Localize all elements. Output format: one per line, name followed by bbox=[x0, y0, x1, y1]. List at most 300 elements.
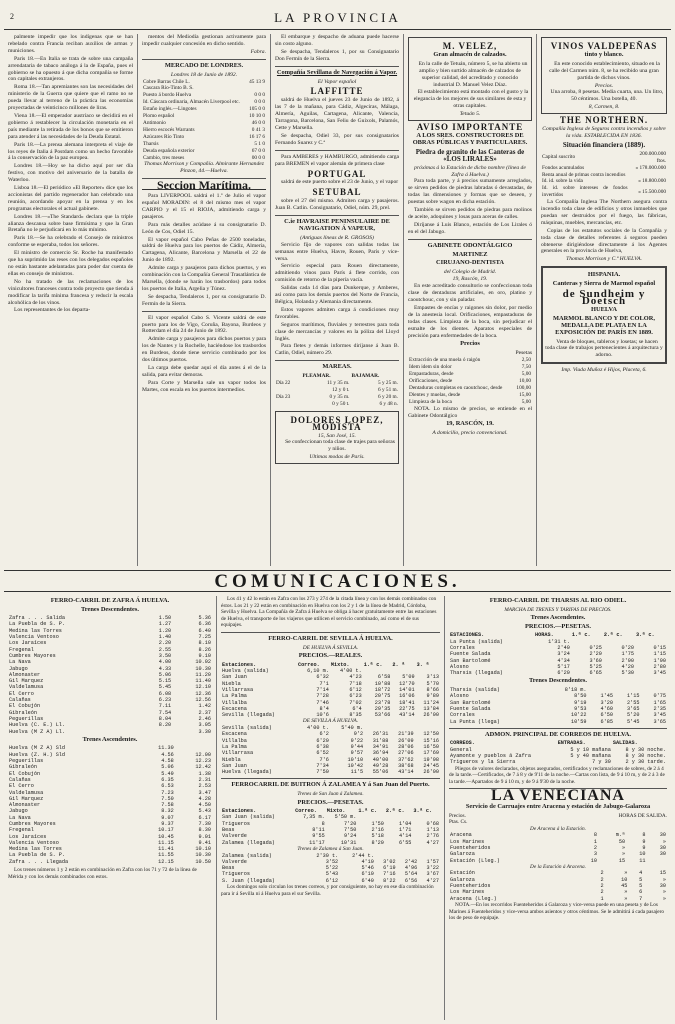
table-cell: Huelva (Z. H.) Sld bbox=[9, 751, 66, 758]
veneciana-sub2: Ptas. Cs. bbox=[449, 819, 468, 826]
header-cell: 3.ª c. bbox=[413, 808, 433, 815]
table-cell: 40'00 bbox=[372, 756, 389, 763]
gabinete-name: MARTINEZ bbox=[452, 250, 488, 258]
table-cell: Valverde bbox=[222, 858, 247, 865]
table-cell: San Bartolomé bbox=[450, 657, 491, 664]
table-cell: 8.32 bbox=[161, 808, 174, 815]
table-cell: 10 bbox=[621, 876, 628, 883]
bottom-section bbox=[4, 596, 671, 1020]
asc-title: Trenes Ascendentes. bbox=[82, 735, 138, 743]
divider bbox=[142, 59, 266, 60]
paragraph: Para Corte y Marsella sale un vapor todos los Martes, con escala en los puertos intermedios. bbox=[142, 379, 266, 393]
table-cell: 46 0 0 bbox=[251, 119, 265, 126]
table-cell: Gil Marquez bbox=[9, 678, 44, 685]
table-cell: 11.20 bbox=[195, 671, 211, 678]
vinos-ad bbox=[541, 37, 667, 114]
table-row bbox=[408, 392, 532, 399]
table-cell: 4.00 bbox=[158, 659, 172, 666]
paragraph: También se sirven pedidos de piedras para molinos de aceite, adoquines y losas para aceras de calles. bbox=[408, 207, 532, 220]
table-row bbox=[541, 185, 667, 199]
top-section bbox=[4, 34, 671, 566]
divider bbox=[221, 632, 440, 633]
precios-table bbox=[408, 357, 532, 405]
table-cell: Id. id. sobre intereses de fondos invertidos bbox=[542, 185, 628, 199]
table-cell: Zalamea (salida) bbox=[222, 852, 272, 859]
table-cell: 1'50 bbox=[371, 820, 384, 827]
table-cell: 1 bbox=[593, 838, 597, 845]
table-cell: 3'60 bbox=[589, 657, 602, 664]
ads-column-4 bbox=[403, 34, 536, 566]
table-cell: 8'11 bbox=[312, 827, 325, 834]
table-cell: 4'34 bbox=[557, 657, 570, 664]
buitron-note: Los domingos solo circulan los trenes correos, y por consiguiente, no hay en ese día combinación para ir á Sevilla ni á Huelva para el sur Sevilla. bbox=[221, 884, 434, 897]
paragraph: Se despacha, Tendaleros 1, por su Consignatario Don Fermín de la Sierra. bbox=[275, 48, 399, 62]
table-cell: Niebla bbox=[222, 756, 241, 763]
asc-title: Trenes Ascendentes. bbox=[530, 614, 586, 622]
table-cell: Medina las Torres bbox=[9, 627, 62, 634]
paragraph: Londres 18.—«The Standard» declara que la triple alianza descansa sobre base firmísima y que la Gran Bretaña no le perjudicará en lo más mínimo. bbox=[8, 213, 133, 234]
table-cell: 1 bbox=[600, 895, 604, 902]
header-cell: BAJAMAR. bbox=[351, 373, 380, 380]
table-cell: La Palma bbox=[222, 743, 247, 750]
marmol: MARMOL BLANCO Y DE COLOR, MEDALLA DE PLATA EN LA EXPOSICIÓN DE PARÍS EN 1889. bbox=[553, 314, 655, 336]
table-cell: 1.38 bbox=[198, 770, 211, 777]
table-cell: 3'45 bbox=[653, 670, 666, 677]
table-cell: 6 y 20 m. bbox=[377, 393, 398, 400]
table-cell: 3'45 bbox=[653, 712, 666, 719]
table-cell: 31'88 bbox=[372, 737, 389, 744]
table-cell: Gil Marquez bbox=[9, 795, 44, 802]
table-row bbox=[142, 85, 266, 92]
table-cell: 19'98 bbox=[423, 756, 439, 763]
table-cell: Renta anual de primas contra incendios bbox=[542, 171, 626, 178]
table-cell: 5'22 bbox=[325, 865, 339, 872]
table-cell: 2'30 t. bbox=[316, 852, 339, 859]
table-cell: Beas bbox=[222, 827, 235, 834]
vinos-precios: Precios. bbox=[594, 82, 614, 89]
table-cell: 2 bbox=[600, 883, 604, 890]
table-cell: 49'28 bbox=[372, 762, 389, 769]
paragraph: No ha tratado de las reclamaciones de los vinicultores franceses contra todo proyecto que tienda á modificar la tarifa mínima francesa y reducir la escala alcohólica de los vinos. bbox=[8, 278, 133, 306]
newspaper-page bbox=[4, 4, 671, 1020]
dolores-title: DOLORES LOPEZ, MODISTA bbox=[290, 414, 384, 432]
paragraph: NOTA. Lo mismo de precios, se entiende en el Gabinete Odontálgico bbox=[408, 405, 532, 419]
velez-ad bbox=[408, 37, 532, 121]
table-cell: 0'25 bbox=[589, 644, 602, 651]
gabinete-college: del Colegio de Madrid. bbox=[443, 269, 497, 276]
table-cell: Valverde bbox=[222, 833, 247, 840]
vinos-address: 8, Carmen, 8. bbox=[588, 104, 620, 111]
table-cell: La Punta (salida) bbox=[450, 638, 503, 645]
table-cell: 0'15 bbox=[653, 644, 666, 651]
news-column-2 bbox=[137, 34, 270, 566]
table-cell: » bbox=[662, 838, 666, 845]
table-cell: Día 23 bbox=[276, 393, 291, 400]
havraise-list bbox=[275, 242, 399, 358]
table-cell: Huelva (C. E.) Ll. bbox=[9, 722, 66, 729]
table-cell: 10'22 bbox=[570, 712, 587, 719]
table-cell: Capital suscrito bbox=[542, 154, 576, 161]
table-cell: Valdelamusa bbox=[9, 789, 44, 796]
header-cell: ESTACIONES. bbox=[450, 632, 485, 639]
header-cell: 3.ª c. bbox=[635, 632, 655, 639]
table-cell: 7.25 bbox=[198, 634, 211, 641]
paragraph: Londres 18.—Hoy se ha dicho aquí por ser día festivo, con motivo del aniversario de la batalla de Waterloo. bbox=[8, 163, 133, 184]
header-cell: Mixto. bbox=[330, 661, 350, 668]
table-cell: 9'22 bbox=[350, 737, 364, 744]
table-cell: La Puebla de S. P. bbox=[9, 621, 66, 628]
table-cell: 8'20 bbox=[371, 839, 384, 846]
table-cell: 6'58 bbox=[377, 674, 391, 681]
sundheim: de Sundheim y Doetsch bbox=[562, 288, 646, 307]
table-cell: 9 bbox=[642, 844, 646, 851]
table-cell: 5'45 bbox=[627, 718, 640, 725]
paragraph: En este acreditado consultorio se confeccionan toda clase de dentaduras artificiales, en oro, platino y caoutchouc, con y sin paladar. bbox=[408, 283, 532, 303]
table-cell: La Nava bbox=[9, 659, 31, 666]
table-cell: 0'20 bbox=[621, 644, 634, 651]
table-cell: Zalamea (llegada) bbox=[222, 839, 275, 846]
table-cell: 5.06 bbox=[158, 671, 172, 678]
paragraph: Para AMBERES y HAMBURGO, admitiendo carga para BREMEN el vapor alemán de primera clase bbox=[275, 153, 399, 167]
table-cell: 12.00 bbox=[195, 751, 211, 758]
table-cell: 6.35 bbox=[161, 776, 174, 783]
table-cell: 2,50 bbox=[521, 357, 531, 364]
precios-head: Pesetas bbox=[515, 350, 532, 357]
table-cell: 7'46 bbox=[316, 699, 329, 706]
table-cell: » 15.500.000 bbox=[638, 188, 666, 195]
table-cell: 30 bbox=[659, 844, 666, 851]
dolores-note: Ultimas modas de París. bbox=[309, 454, 365, 461]
table-cell: Valencia Ventoso bbox=[9, 634, 59, 641]
table-cell: 8.30 bbox=[198, 827, 211, 834]
table-cell: Id. id. sobre la vida bbox=[542, 178, 583, 185]
table-cell: Hierro escocés Warrants bbox=[143, 126, 195, 133]
paragraph: Salidas cada 14 días para Dunkerque, y Amberes, así como para los demás puertos del Norte de Francia, Bélgica, Holanda y Alemania directamente. bbox=[275, 285, 399, 305]
table-cell: 4'14 bbox=[398, 833, 412, 840]
table-row bbox=[142, 92, 266, 99]
table-cell: Villarrasa bbox=[222, 750, 254, 757]
table-cell: 5'25 bbox=[589, 663, 602, 670]
table-cell bbox=[275, 387, 301, 394]
table-cell: Corrales bbox=[450, 712, 475, 719]
table-cell: 8'22 bbox=[383, 877, 396, 884]
table-cell: 10'88 bbox=[374, 680, 391, 687]
table-cell: 10.17 bbox=[158, 827, 174, 834]
table-cell: Huelva (M Z A) Ll. bbox=[9, 728, 66, 735]
table-cell: Villalba bbox=[222, 737, 247, 744]
paragraph: Se despacha, Tendaleros 1, por su consignatario D. Fermín de la Sierra. bbox=[142, 293, 266, 307]
table-row bbox=[142, 155, 266, 162]
table-cell: Valdelamusa bbox=[9, 684, 44, 691]
dolores-ad bbox=[275, 411, 399, 464]
table-cell: 3'67 bbox=[426, 871, 439, 878]
paragraph: Diríjanse á Luis Blanco, estación de Los Lirales ó en el del Jabugo. bbox=[408, 221, 532, 235]
table-cell: 34'91 bbox=[372, 743, 389, 750]
aviso-title: AVISO IMPORTANTE bbox=[416, 122, 524, 133]
table-cell: Cambio, tres meses bbox=[143, 154, 185, 161]
table-cell: 9'19 bbox=[574, 699, 587, 706]
table-cell: 6'56 bbox=[404, 877, 418, 884]
divider bbox=[449, 728, 667, 729]
table-row bbox=[275, 401, 399, 408]
table-cell: Empastaduras, desde bbox=[409, 371, 454, 378]
table-cell: 6'65 bbox=[589, 670, 602, 677]
table-row bbox=[541, 172, 667, 179]
table-cell: » bbox=[662, 876, 666, 883]
table-cell: 3.05 bbox=[198, 722, 211, 729]
table-cell: 10.30 bbox=[195, 852, 211, 859]
table-cell: 2'44 t. bbox=[352, 852, 374, 859]
table-cell: 0 0 0 bbox=[254, 92, 265, 99]
table-cell: 1.42 bbox=[198, 703, 211, 710]
table-cell: 6'23 bbox=[349, 693, 362, 700]
paragraph: Copias de los estatutos sociales de la Compañía y toda clase de detalles referentes á seguros pueden obtenerse dirigiéndose directamente á los Agentes generales en la provincia de Huelva, bbox=[541, 227, 667, 255]
buitron-table-2 bbox=[221, 853, 440, 884]
table-cell: 4.33 bbox=[158, 665, 172, 672]
table-cell: 9'53 bbox=[574, 705, 587, 712]
paragraph: El vapor español Cabo S. Vicente saldrá de este puerto para los de Vigo, Coruña, Bayona, Burdeos y Rotterdam el día 24 de Junio de 1892. bbox=[142, 314, 266, 335]
table-cell: 2 bbox=[600, 889, 604, 896]
table-cell: 8'50 bbox=[574, 693, 587, 700]
table-cell: 4'60 bbox=[600, 705, 613, 712]
table-cell: Estación (Lleg.) bbox=[450, 857, 500, 864]
table-cell: 30 bbox=[659, 851, 666, 858]
table-cell: 67 0 0 bbox=[251, 147, 265, 154]
zafra-huelva-schedule bbox=[4, 596, 216, 1020]
table-cell: 4'27 bbox=[426, 877, 439, 884]
table-cell: Beas bbox=[222, 865, 235, 872]
ship-setubal: SETUBAL bbox=[312, 187, 362, 198]
table-row bbox=[142, 106, 266, 113]
table-row bbox=[142, 141, 266, 148]
table-row bbox=[541, 151, 667, 165]
table-cell: 18'72 bbox=[374, 686, 391, 693]
velez-sub: Gran almacén de calzados. bbox=[433, 50, 507, 58]
route2: DE SEVILLA Á HUELVA. bbox=[302, 718, 359, 725]
header-cell: 1.ª c. bbox=[571, 632, 591, 639]
ads-column-5 bbox=[536, 34, 671, 566]
header-cell: 1.ª c. bbox=[358, 808, 378, 815]
paragraph: Venta de bloques, tableros y losetas; se hacen toda clase de trabajos pertenecientes á arquitectura y adorno. bbox=[545, 338, 663, 359]
table-cell: 1'75 bbox=[621, 651, 634, 658]
table-cell: 0 y 50 t. bbox=[332, 400, 350, 407]
table-header bbox=[275, 373, 399, 380]
table-cell: 1'04 bbox=[398, 820, 412, 827]
table-cell: 5'64 bbox=[404, 871, 418, 878]
table-cell: 26'09 bbox=[398, 737, 414, 744]
table-cell: 3'02 bbox=[383, 858, 396, 865]
divider bbox=[275, 66, 399, 67]
table-cell: 3'22 bbox=[426, 865, 439, 872]
table-cell: 2 bbox=[600, 876, 604, 883]
table-cell: Los Jaraíces bbox=[9, 640, 47, 647]
table-cell: » bbox=[662, 895, 666, 902]
divider bbox=[142, 311, 266, 312]
table-cell: 4'00 t. bbox=[339, 668, 362, 675]
paragraph: palmente impedir que los indígenas que se han rebelado contra Francia reciban auxilios de armas y municiones. bbox=[8, 34, 133, 54]
table-cell: » bbox=[621, 851, 626, 858]
table-cell: 5 y 25 m. bbox=[377, 380, 398, 387]
table-cell: 11.30 bbox=[158, 745, 174, 752]
table-cell: 37'62 bbox=[398, 756, 414, 763]
table-cell: 0'68 bbox=[426, 820, 439, 827]
table-cell: 4 bbox=[639, 870, 643, 877]
table-cell: 3'24 bbox=[557, 651, 570, 658]
paragraph: sobre el 27 del mismo. Admiten carga y pasajeros. Juan B. Catlin. Consignatario, Odiel, núm. 29, prel. bbox=[275, 198, 399, 212]
table-cell: 12.15 bbox=[158, 858, 174, 865]
table-cell: 3.30 bbox=[198, 728, 211, 735]
table-cell: 7.54 bbox=[158, 709, 172, 716]
table-cell: 24'45 bbox=[423, 762, 439, 769]
paragraph: Roma 18.—Tan apremiantes son las necesidades del ministerio de la Guerra que quiere que el ramo no se pueda llevar al terreno de la práctica las economías proyectadas de veinticinco millones de liras. bbox=[8, 84, 133, 112]
table-cell: 8 y 30 noche. bbox=[625, 746, 666, 753]
desc-title: Trenes Descendentes. bbox=[81, 605, 139, 613]
table-cell: 10.45 bbox=[158, 833, 174, 840]
table-cell: 0 y 35 m. bbox=[329, 393, 350, 400]
table-cell: Fregenal bbox=[9, 827, 34, 834]
table-cell: La Puebla de S. P. bbox=[9, 852, 66, 859]
table-cell: 7'16 bbox=[383, 871, 396, 878]
table-cell: Dentaduras completas en caoutchouc, desde bbox=[409, 384, 503, 391]
table-cell: 4.28 bbox=[198, 795, 211, 802]
table-cell: 7'20 bbox=[343, 820, 357, 827]
header-cell: Estaciones. bbox=[222, 661, 257, 668]
table-cell: Aracena (Lleg.) bbox=[450, 895, 497, 902]
paragraph: La carga debe quedar aquí el día antes á el de la salida, para evitar demoras. bbox=[142, 364, 266, 378]
paragraph: El embarque y despacho de aduana puede hacerse sin costo alguno. bbox=[275, 34, 399, 47]
table-cell: 2'35 bbox=[653, 705, 666, 712]
table-row bbox=[142, 127, 266, 134]
table-cell: 8'18 m. bbox=[564, 687, 587, 694]
table-row bbox=[408, 357, 532, 364]
paragraph: Para toda parte, y á precios sumamente arreglados, se sirven pedidos de piedras labradas ó devastadas, de todas las dimensiones y formas que se deseen, y puestas sobre wagon en dicha estación. bbox=[408, 178, 532, 206]
table-cell: Gibraleón bbox=[9, 709, 38, 716]
table-cell: San Juan bbox=[222, 762, 247, 769]
table-cell: Dientes y muelas, desde bbox=[409, 391, 461, 398]
table-cell: 6'20 bbox=[557, 670, 570, 677]
paragraph: Para fletes y demás informes diríjanse á Juan B. Catlin, Odiel, número 29. bbox=[275, 343, 399, 357]
banner bbox=[4, 570, 671, 592]
paper-title: LA PROVINCIA bbox=[274, 10, 401, 25]
paragraph: En este conocido establecimiento, situado en la calle del Carmen núm. 8, se ha recibido una gran partida de dichos vinos. bbox=[549, 60, 660, 81]
table-cell: Calañas bbox=[9, 776, 31, 783]
correos-note: Pliegos de valores declarados, objetos asegurados, certificados y reclamaciones de sobres, de 2 á 4 de la tarde.—Certificados, de 7 á 8 y de 9'11 de la noche.—Cartas con lista, de 9 á 10 m, y de 2 á 3 de la tarde.—Apartados de 9 á 10 m, y de 9 á 9'30 de la noche. bbox=[449, 765, 665, 785]
header-cell: PLEAMAR. bbox=[302, 373, 331, 380]
table-cell: 3.47 bbox=[198, 789, 211, 796]
header-cell: 2.ª c. bbox=[385, 808, 405, 815]
table-cell: 5.49 bbox=[161, 770, 174, 777]
table-cell: Fregenal bbox=[9, 646, 34, 653]
table-cell: 8'66 bbox=[426, 686, 439, 693]
buitron-route-2: Trenes de Zalamea á San Juan. bbox=[297, 845, 364, 852]
table-cell: 7'6 bbox=[319, 756, 329, 763]
table-cell: 2.37 bbox=[198, 709, 211, 716]
table-cell: Trigueros bbox=[222, 820, 251, 827]
market-sign: Thomas Morrison y Compañía. Almirante Hernandez Pinzon, 44.—Huelva. bbox=[144, 161, 264, 175]
header-cell: HORAS. bbox=[535, 632, 554, 639]
tharsis-precios: PRECIOS.—PESETAS. bbox=[525, 622, 591, 630]
veneciana-heads bbox=[449, 813, 667, 820]
table-row bbox=[8, 859, 212, 865]
header-cell: Estaciones. bbox=[222, 808, 257, 815]
table-cell: » 178.000.000 bbox=[635, 164, 666, 171]
table-cell: 8 bbox=[593, 832, 597, 839]
table-cell: Huelva (llegada) bbox=[222, 769, 272, 776]
havraise-sub: (Antiguas líneas de R. GROSOS) bbox=[300, 234, 374, 241]
table-cell: 3'52 bbox=[325, 858, 339, 865]
table-cell: 5'46 bbox=[361, 865, 374, 872]
sevilla-huelva-schedule bbox=[216, 596, 444, 1020]
table-cell: 9'55 bbox=[312, 833, 325, 840]
table-cell: El Cobujón bbox=[9, 703, 41, 710]
paragraph: Paris 18.—Se ha celebrado el Consejo de ministros conforme se esperaba, todos los señores. bbox=[8, 235, 133, 249]
table-cell: 6'55 bbox=[398, 839, 412, 846]
veneciana-table-1 bbox=[449, 832, 667, 863]
table-cell: Niebla bbox=[222, 680, 241, 687]
table-cell: Ayamonte y pueblos á Zafra bbox=[450, 753, 531, 760]
table-cell: 5'30 bbox=[621, 670, 634, 677]
table-cell: 7.50 bbox=[161, 795, 174, 802]
table-cell: 3.50 bbox=[158, 652, 172, 659]
paragraph: El vapor español Cabo Peñas de 2500 toneladas, saldrá de Huelva para los puertos de Cádiz, Almería, Cartagena, Alicante, Barcelona y Marsella el 22 de Junio de 1892. bbox=[142, 236, 266, 264]
table-cell: 6'12 bbox=[325, 877, 339, 884]
table-cell: 7,35 m. bbox=[302, 814, 325, 821]
table-cell: La Palma bbox=[222, 693, 247, 700]
northern-title: THE NORTHERN. bbox=[559, 115, 649, 126]
maritime-list bbox=[142, 193, 266, 308]
table-cell: 7'28 bbox=[316, 693, 329, 700]
vapor-line: El Vapor español bbox=[317, 78, 357, 85]
tide-title: MAREAS. bbox=[322, 363, 352, 371]
table-cell: 2.31 bbox=[198, 776, 211, 783]
table-cell: 12'70 bbox=[399, 680, 415, 687]
paragraph: Para LIVERPOOL saldrá el 1.º de Julio el vapor español MORADIN: el 8 del mismo mes el vapor CARPIO y el 15 el RIOJA, admitiendo carga y pasajeros. bbox=[142, 193, 266, 220]
table-cell: 4'96 bbox=[404, 865, 418, 872]
table-cell: 8.26 bbox=[198, 646, 211, 653]
table-cell: 7.58 bbox=[161, 802, 174, 809]
ship-portugal: PORTUGAL bbox=[307, 168, 367, 179]
table-cell: 9.37 bbox=[161, 820, 174, 827]
paragraph: Paris 18.—En Italia se trata de sobre una campaña arrendataria de tabaco análoga á la de España, pues el gobierno se ha opuesto á que dicha compañía se forme con capitales extranjeros. bbox=[8, 55, 133, 83]
table-cell: 6.17 bbox=[198, 814, 211, 821]
table-row bbox=[275, 380, 399, 387]
table-cell: Villarrasa bbox=[222, 686, 254, 693]
paragraph: mentos del Mediodía gestionan activamente para impedir cualquier concesión en dicho sentido. bbox=[142, 34, 266, 47]
imprenta: Imp. Viuda Muñoz é Hijos, Placeta, 6. bbox=[561, 367, 647, 374]
table-cell: 2.46 bbox=[198, 715, 211, 722]
table-row bbox=[142, 120, 266, 127]
table-cell: 2 bbox=[593, 844, 597, 851]
table-cell: 1.20 bbox=[158, 627, 172, 634]
table-cell: 6'32 bbox=[316, 674, 329, 681]
table-cell bbox=[139, 729, 172, 735]
table-cell: 2'76 bbox=[426, 833, 439, 840]
table-cell: 6 y 48 n. bbox=[379, 400, 398, 407]
paragraph: Estos vapores admiten carga á condiciones muy favorables. bbox=[275, 306, 399, 320]
table-cell: 5 bbox=[639, 876, 643, 883]
header-cell: ENTRADAS. bbox=[557, 740, 586, 747]
table-cell: 10.02 bbox=[195, 659, 211, 666]
table-cell: 12 y 0 t. bbox=[332, 386, 350, 393]
asc-table bbox=[8, 745, 212, 865]
table-cell: Id. Cáscara ordinaria, Almacén Liverpool etc. bbox=[143, 99, 240, 106]
table-cell: Fuenteheridos bbox=[450, 844, 491, 851]
table-cell: 6 y 51 m. bbox=[377, 386, 398, 393]
table-cell: 1'13 bbox=[426, 827, 439, 834]
intro bbox=[275, 34, 399, 63]
paragraph: La Compañía Inglesa The Northern asegura contra incendio toda clase de edificios y otros inmuebles que puedan ser destruidos por el fuego, las fábricas, máquinas, muebles, mercancías, etc. bbox=[541, 199, 667, 226]
header-cell: 1.ª c. bbox=[363, 661, 383, 668]
